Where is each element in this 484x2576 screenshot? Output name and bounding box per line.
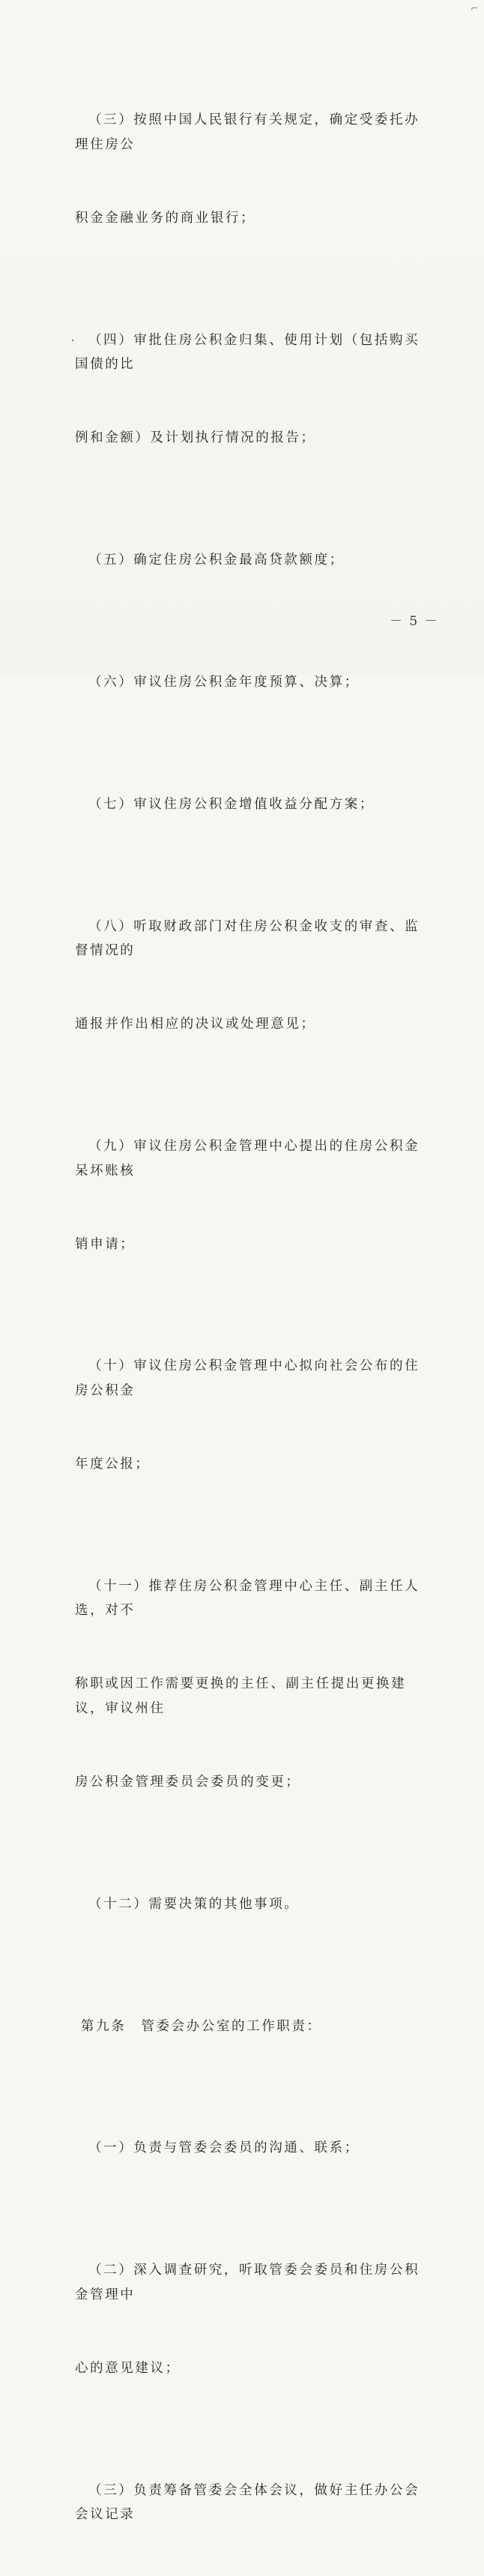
text-line: （七）审议住房公积金增值收益分配方案； bbox=[88, 796, 375, 812]
paragraph-item-1 bbox=[75, 2087, 435, 2209]
paragraph-item-5 bbox=[75, 499, 435, 622]
text-line: 通报并作出相应的决议或处理意见； bbox=[75, 1017, 316, 1032]
article-heading bbox=[75, 1965, 435, 2087]
paragraph-item-12 bbox=[75, 1843, 435, 1965]
text-line: （十一）推荐住房公积金管理中心主任、副主任人选，对不 bbox=[75, 1578, 420, 1619]
text-line: （一）负责与管委会委员的沟通、联系； bbox=[88, 2140, 360, 2156]
text-line: （九）审议住房公积金管理中心提出的住房公积金呆坏账核 bbox=[75, 1139, 420, 1179]
text-line: （十）审议住房公积金管理中心拟向社会公布的住房公积金 bbox=[75, 1358, 420, 1399]
paragraph-item-10 bbox=[75, 1305, 435, 1525]
page-number: － 5 － bbox=[390, 614, 439, 629]
paragraph-item-3 bbox=[75, 59, 435, 279]
paragraph-item-6 bbox=[75, 622, 435, 744]
text-line: （三）按照中国人民银行有关规定，确定受委托办理住房公 bbox=[75, 112, 420, 152]
paragraph-item-3b bbox=[75, 2430, 435, 2576]
text-line: （三）负责筹备管委会全体会议，做好主任办公会会议记录 bbox=[75, 2482, 420, 2523]
text-line: （四）审批住房公积金归集、使用计划（包括购买国债的比 bbox=[75, 332, 420, 373]
paragraph-item-9 bbox=[75, 1086, 435, 1305]
scan-speck bbox=[72, 340, 73, 341]
paragraph-item-2 bbox=[75, 2209, 435, 2429]
paragraph-item-11 bbox=[75, 1526, 435, 1844]
text-line: （八）听取财政部门对住房公积金收支的审查、监督情况的 bbox=[75, 918, 420, 959]
text-line: （二）深入调查研究，听取管委会委员和住房公积金管理中 bbox=[75, 2263, 420, 2303]
text-line: 积金金融业务的商业银行； bbox=[75, 210, 256, 226]
text-line: （十二）需要决策的其他事项。 bbox=[88, 1896, 300, 1912]
text-line: 销申请； bbox=[75, 1236, 136, 1252]
text-line: 称职或因工作需要更换的主任、副主任提出更换建议，审议州住 bbox=[75, 1676, 407, 1716]
text-line: 心的意见建议； bbox=[75, 2360, 181, 2376]
text-line: 第九条 管委会办公室的工作职责： bbox=[81, 2018, 322, 2034]
scan-corner-mark: ⌐ bbox=[470, 3, 479, 13]
text-line: 例和金额）及计划执行情况的报告； bbox=[75, 430, 316, 445]
paragraph-item-8 bbox=[75, 866, 435, 1086]
paragraph-item-7 bbox=[75, 744, 435, 866]
text-line: （五）确定住房公积金最高贷款额度； bbox=[88, 552, 345, 568]
paragraph-item-4 bbox=[75, 279, 435, 499]
text-line: 年度公报； bbox=[75, 1456, 151, 1472]
document-body bbox=[75, 59, 435, 2576]
text-line: 房公积金管理委员会委员的变更； bbox=[75, 1774, 301, 1790]
text-line: （六）审议住房公积金年度预算、决算； bbox=[88, 674, 360, 690]
